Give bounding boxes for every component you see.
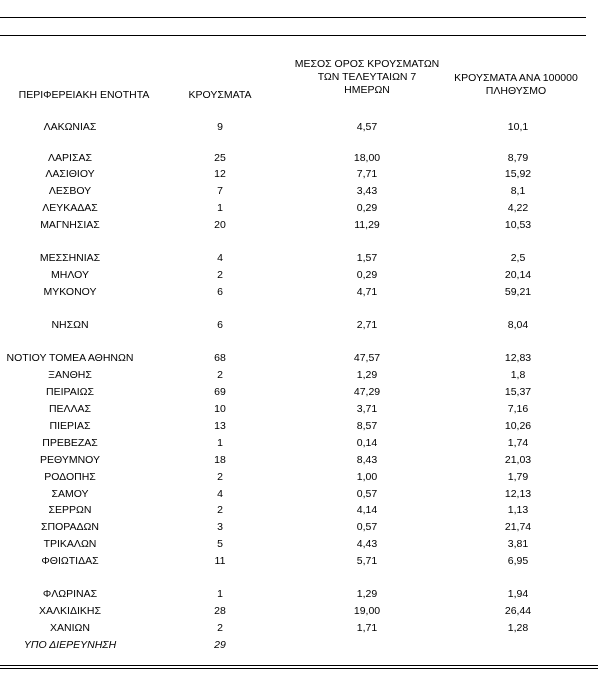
per-100k-cell: 59,21	[504, 286, 532, 298]
table-row	[0, 587, 612, 601]
table-row	[0, 285, 612, 299]
avg-cell: 3,43	[356, 185, 378, 197]
region-cell: ΛΑΡΙΣΑΣ	[48, 152, 92, 164]
avg-cell: 0,14	[356, 437, 378, 449]
header-rule	[0, 35, 586, 36]
avg-cell: 8,43	[356, 454, 378, 466]
cases-cell: 2	[217, 269, 223, 281]
avg-cell: 1,57	[356, 252, 378, 264]
per-100k-cell: 3,81	[507, 538, 529, 550]
header-per-100k	[445, 72, 587, 98]
avg-cell: 4,71	[356, 286, 378, 298]
region-cell: ΧΑΝΙΩΝ	[50, 622, 90, 634]
region-cell: ΜΗΛΟΥ	[51, 269, 89, 281]
table-row	[0, 470, 612, 484]
header-avg	[293, 58, 441, 97]
cases-cell: 11	[214, 555, 226, 567]
region-cell: ΡΕΘΥΜΝΟΥ	[39, 454, 100, 466]
table-row	[0, 487, 612, 501]
region-cell: ΛΑΚΩΝΙΑΣ	[43, 121, 97, 133]
region-cell: ΤΡΙΚΑΛΩΝ	[43, 538, 97, 550]
avg-cell: 5,71	[356, 555, 378, 567]
table-row	[0, 201, 612, 215]
header-avg-line3: ΗΜΕΡΩΝ	[344, 84, 390, 96]
cases-cell: 1	[217, 437, 223, 449]
table-row	[0, 638, 612, 652]
table-row	[0, 368, 612, 382]
cases-cell: 4	[217, 488, 223, 500]
cases-cell: 28	[214, 605, 226, 617]
avg-cell: 4,57	[356, 121, 378, 133]
region-cell: ΠΡΕΒΕΖΑΣ	[42, 437, 98, 449]
cases-cell: 12	[214, 168, 226, 180]
avg-cell: 8,57	[356, 420, 378, 432]
region-cell: ΦΛΩΡΙΝΑΣ	[42, 588, 98, 600]
per-100k-cell: 26,44	[504, 605, 532, 617]
cases-cell: 1	[217, 202, 223, 214]
table-row	[0, 218, 612, 232]
table-row	[0, 554, 612, 568]
per-100k-cell: 8,79	[507, 152, 529, 164]
region-cell: ΦΘΙΩΤΙΔΑΣ	[41, 555, 99, 567]
per-100k-cell: 8,04	[507, 319, 529, 331]
region-cell: ΣΠΟΡΑΔΩΝ	[41, 521, 99, 533]
region-cell: ΧΑΛΚΙΔΙΚΗΣ	[39, 605, 101, 617]
per-100k-cell: 1,94	[507, 588, 529, 600]
table-row	[0, 351, 612, 365]
cases-cell: 7	[217, 185, 223, 197]
avg-cell: 4,14	[356, 504, 378, 516]
header-per-line2: ΠΛΗΘΥΣΜΟ	[485, 85, 547, 97]
header-avg-line2: ΤΩΝ ΤΕΛΕΥΤΑΙΩΝ 7	[317, 71, 417, 83]
table-row	[0, 385, 612, 399]
avg-cell: 0,57	[356, 521, 378, 533]
per-100k-cell: 10,26	[504, 420, 532, 432]
region-cell: ΝΟΤΙΟΥ ΤΟΜΕΑ ΑΘΗΝΩΝ	[6, 352, 134, 364]
header-avg-line1: ΜΕΣΟΣ ΟΡΟΣ ΚΡΟΥΣΜΑΤΩΝ	[294, 58, 440, 70]
table-row	[0, 520, 612, 534]
avg-cell: 7,71	[356, 168, 378, 180]
cases-cell: 5	[217, 538, 223, 550]
per-100k-cell: 1,28	[507, 622, 529, 634]
bottom-rule	[0, 665, 598, 666]
per-100k-cell: 21,03	[504, 454, 532, 466]
header-per-line1: ΚΡΟΥΣΜΑΤΑ ΑΝΑ 100000	[454, 72, 578, 84]
avg-cell: 3,71	[356, 403, 378, 415]
cases-cell: 2	[217, 369, 223, 381]
cases-cell: 3	[217, 521, 223, 533]
header-region: ΠΕΡΙΦΕΡΕΙΑΚΗ ΕΝΟΤΗΤΑ	[18, 89, 150, 101]
per-100k-cell: 12,83	[504, 352, 532, 364]
region-cell: ΜΑΓΝΗΣΙΑΣ	[40, 219, 100, 231]
per-100k-cell: 15,37	[504, 386, 532, 398]
avg-cell: 4,43	[356, 538, 378, 550]
region-cell: ΜΥΚΟΝΟΥ	[43, 286, 97, 298]
region-cell: ΡΟΔΟΠΗΣ	[44, 471, 96, 483]
table-row	[0, 184, 612, 198]
cases-cell: 4	[217, 252, 223, 264]
bottom-rule-double	[0, 668, 598, 669]
region-cell: ΞΑΝΘΗΣ	[48, 369, 92, 381]
avg-cell: 1,29	[356, 588, 378, 600]
cases-cell: 1	[217, 588, 223, 600]
avg-cell: 1,71	[356, 622, 378, 634]
per-100k-cell: 10,1	[507, 121, 529, 133]
avg-cell: 19,00	[353, 605, 381, 617]
region-cell: ΣΑΜΟΥ	[51, 488, 89, 500]
per-100k-cell: 7,16	[507, 403, 529, 415]
per-100k-cell: 15,92	[504, 168, 532, 180]
per-100k-cell: 10,53	[504, 219, 532, 231]
avg-cell: 0,29	[356, 202, 378, 214]
avg-cell: 47,29	[353, 386, 381, 398]
avg-cell: 1,29	[356, 369, 378, 381]
table-row	[0, 167, 612, 181]
per-100k-cell: 12,13	[504, 488, 532, 500]
cases-cell: 6	[217, 286, 223, 298]
table-row	[0, 621, 612, 635]
table-row	[0, 318, 612, 332]
cases-cell: 6	[217, 319, 223, 331]
per-100k-cell: 1,79	[507, 471, 529, 483]
table-row	[0, 268, 612, 282]
cases-cell: 69	[214, 386, 226, 398]
avg-cell: 1,00	[356, 471, 378, 483]
cases-cell: 2	[217, 622, 223, 634]
region-cell: ΛΑΣΙΘΙΟΥ	[45, 168, 95, 180]
region-cell: ΛΕΣΒΟΥ	[48, 185, 92, 197]
per-100k-cell: 20,14	[504, 269, 532, 281]
region-cell: ΛΕΥΚΑΔΑΣ	[42, 202, 98, 214]
per-100k-cell: 4,22	[507, 202, 529, 214]
region-cell: ΠΙΕΡΙΑΣ	[49, 420, 91, 432]
cases-cell: 10	[214, 403, 226, 415]
per-100k-cell: 1,13	[507, 504, 529, 516]
table-row	[0, 120, 612, 134]
table-row	[0, 537, 612, 551]
per-100k-cell: 1,74	[507, 437, 529, 449]
table-row	[0, 251, 612, 265]
per-100k-cell: 21,74	[504, 521, 532, 533]
region-cell: ΠΕΙΡΑΙΩΣ	[46, 386, 94, 398]
region-cell: ΜΕΣΣΗΝΙΑΣ	[39, 252, 101, 264]
avg-cell: 0,57	[356, 488, 378, 500]
table-row	[0, 503, 612, 517]
cases-cell: 18	[214, 454, 226, 466]
table-row	[0, 453, 612, 467]
avg-cell: 2,71	[356, 319, 378, 331]
avg-cell: 11,29	[354, 219, 380, 231]
top-rule	[0, 17, 586, 18]
per-100k-cell: 8,1	[510, 185, 526, 197]
per-100k-cell: 2,5	[510, 252, 526, 264]
region-cell: ΝΗΣΩΝ	[51, 319, 89, 331]
region-cell: ΥΠΟ ΔΙΕΡΕΥΝΗΣΗ	[23, 639, 117, 651]
avg-cell: 0,29	[356, 269, 378, 281]
cases-cell: 68	[214, 352, 226, 364]
per-100k-cell: 6,95	[507, 555, 529, 567]
cases-cell: 2	[217, 504, 223, 516]
header-cases: ΚΡΟΥΣΜΑΤΑ	[188, 89, 252, 101]
table-row	[0, 419, 612, 433]
cases-cell: 29	[214, 639, 226, 651]
region-cell: ΠΕΛΛΑΣ	[48, 403, 92, 415]
avg-cell: 47,57	[353, 352, 381, 364]
table-row	[0, 436, 612, 450]
table-row	[0, 604, 612, 618]
cases-cell: 2	[217, 471, 223, 483]
cases-cell: 25	[214, 152, 226, 164]
cases-cell: 13	[214, 420, 226, 432]
table-row	[0, 151, 612, 165]
per-100k-cell: 1,8	[510, 369, 526, 381]
avg-cell: 18,00	[353, 152, 381, 164]
region-cell: ΣΕΡΡΩΝ	[48, 504, 92, 516]
table-row	[0, 402, 612, 416]
cases-cell: 20	[214, 219, 226, 231]
cases-cell: 9	[217, 121, 223, 133]
